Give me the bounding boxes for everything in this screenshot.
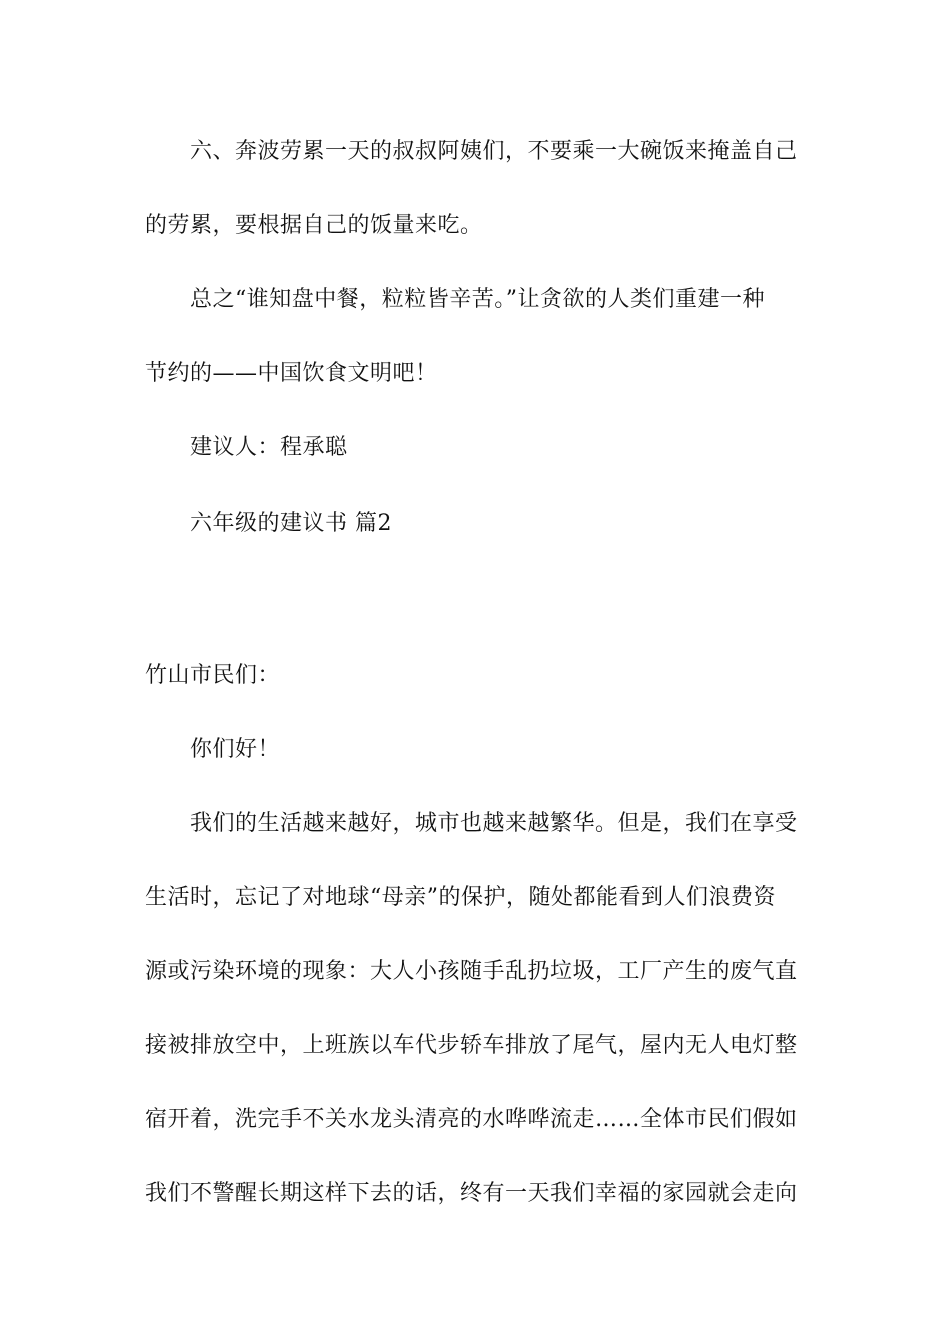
paragraph-line: 生活时，忘记了对地球“母亲”的保护，随处都能看到人们浪费资 <box>145 885 776 910</box>
paragraph-line: 六、奔波劳累一天的叔叔阿姨们，不要乘一大碗饭来掩盖自己 <box>190 139 798 164</box>
paragraph-line: 接被排放空中，上班族以车代步轿车排放了尾气，屋内无人电灯整 <box>145 1033 798 1058</box>
section-heading: 六年级的建议书 篇2 <box>190 511 392 536</box>
paragraph-line: 节约的——中国饮食文明吧！ <box>145 361 438 386</box>
salutation: 竹山市民们： <box>145 663 281 688</box>
paragraph-line: 宿开着，洗完手不关水龙头清亮的水哗哗流走……全体市民们假如 <box>145 1107 798 1132</box>
paragraph-line: 源或污染环境的现象：大人小孩随手乱扔垃圾，工厂产生的废气直 <box>145 959 798 984</box>
signature-line: 建议人：程承聪 <box>190 435 348 460</box>
greeting: 你们好！ <box>190 737 281 762</box>
paragraph-line: 的劳累，要根据自己的饭量来吃。 <box>145 213 483 238</box>
paragraph-line: 我们的生活越来越好，城市也越来越繁华。但是，我们在享受 <box>190 811 798 836</box>
paragraph-line: 总之“谁知盘中餐，粒粒皆辛苦。”让贪欲的人类们重建一种 <box>190 287 765 312</box>
paragraph-line: 我们不警醒长期这样下去的话，终有一天我们幸福的家园就会走向 <box>145 1181 798 1206</box>
